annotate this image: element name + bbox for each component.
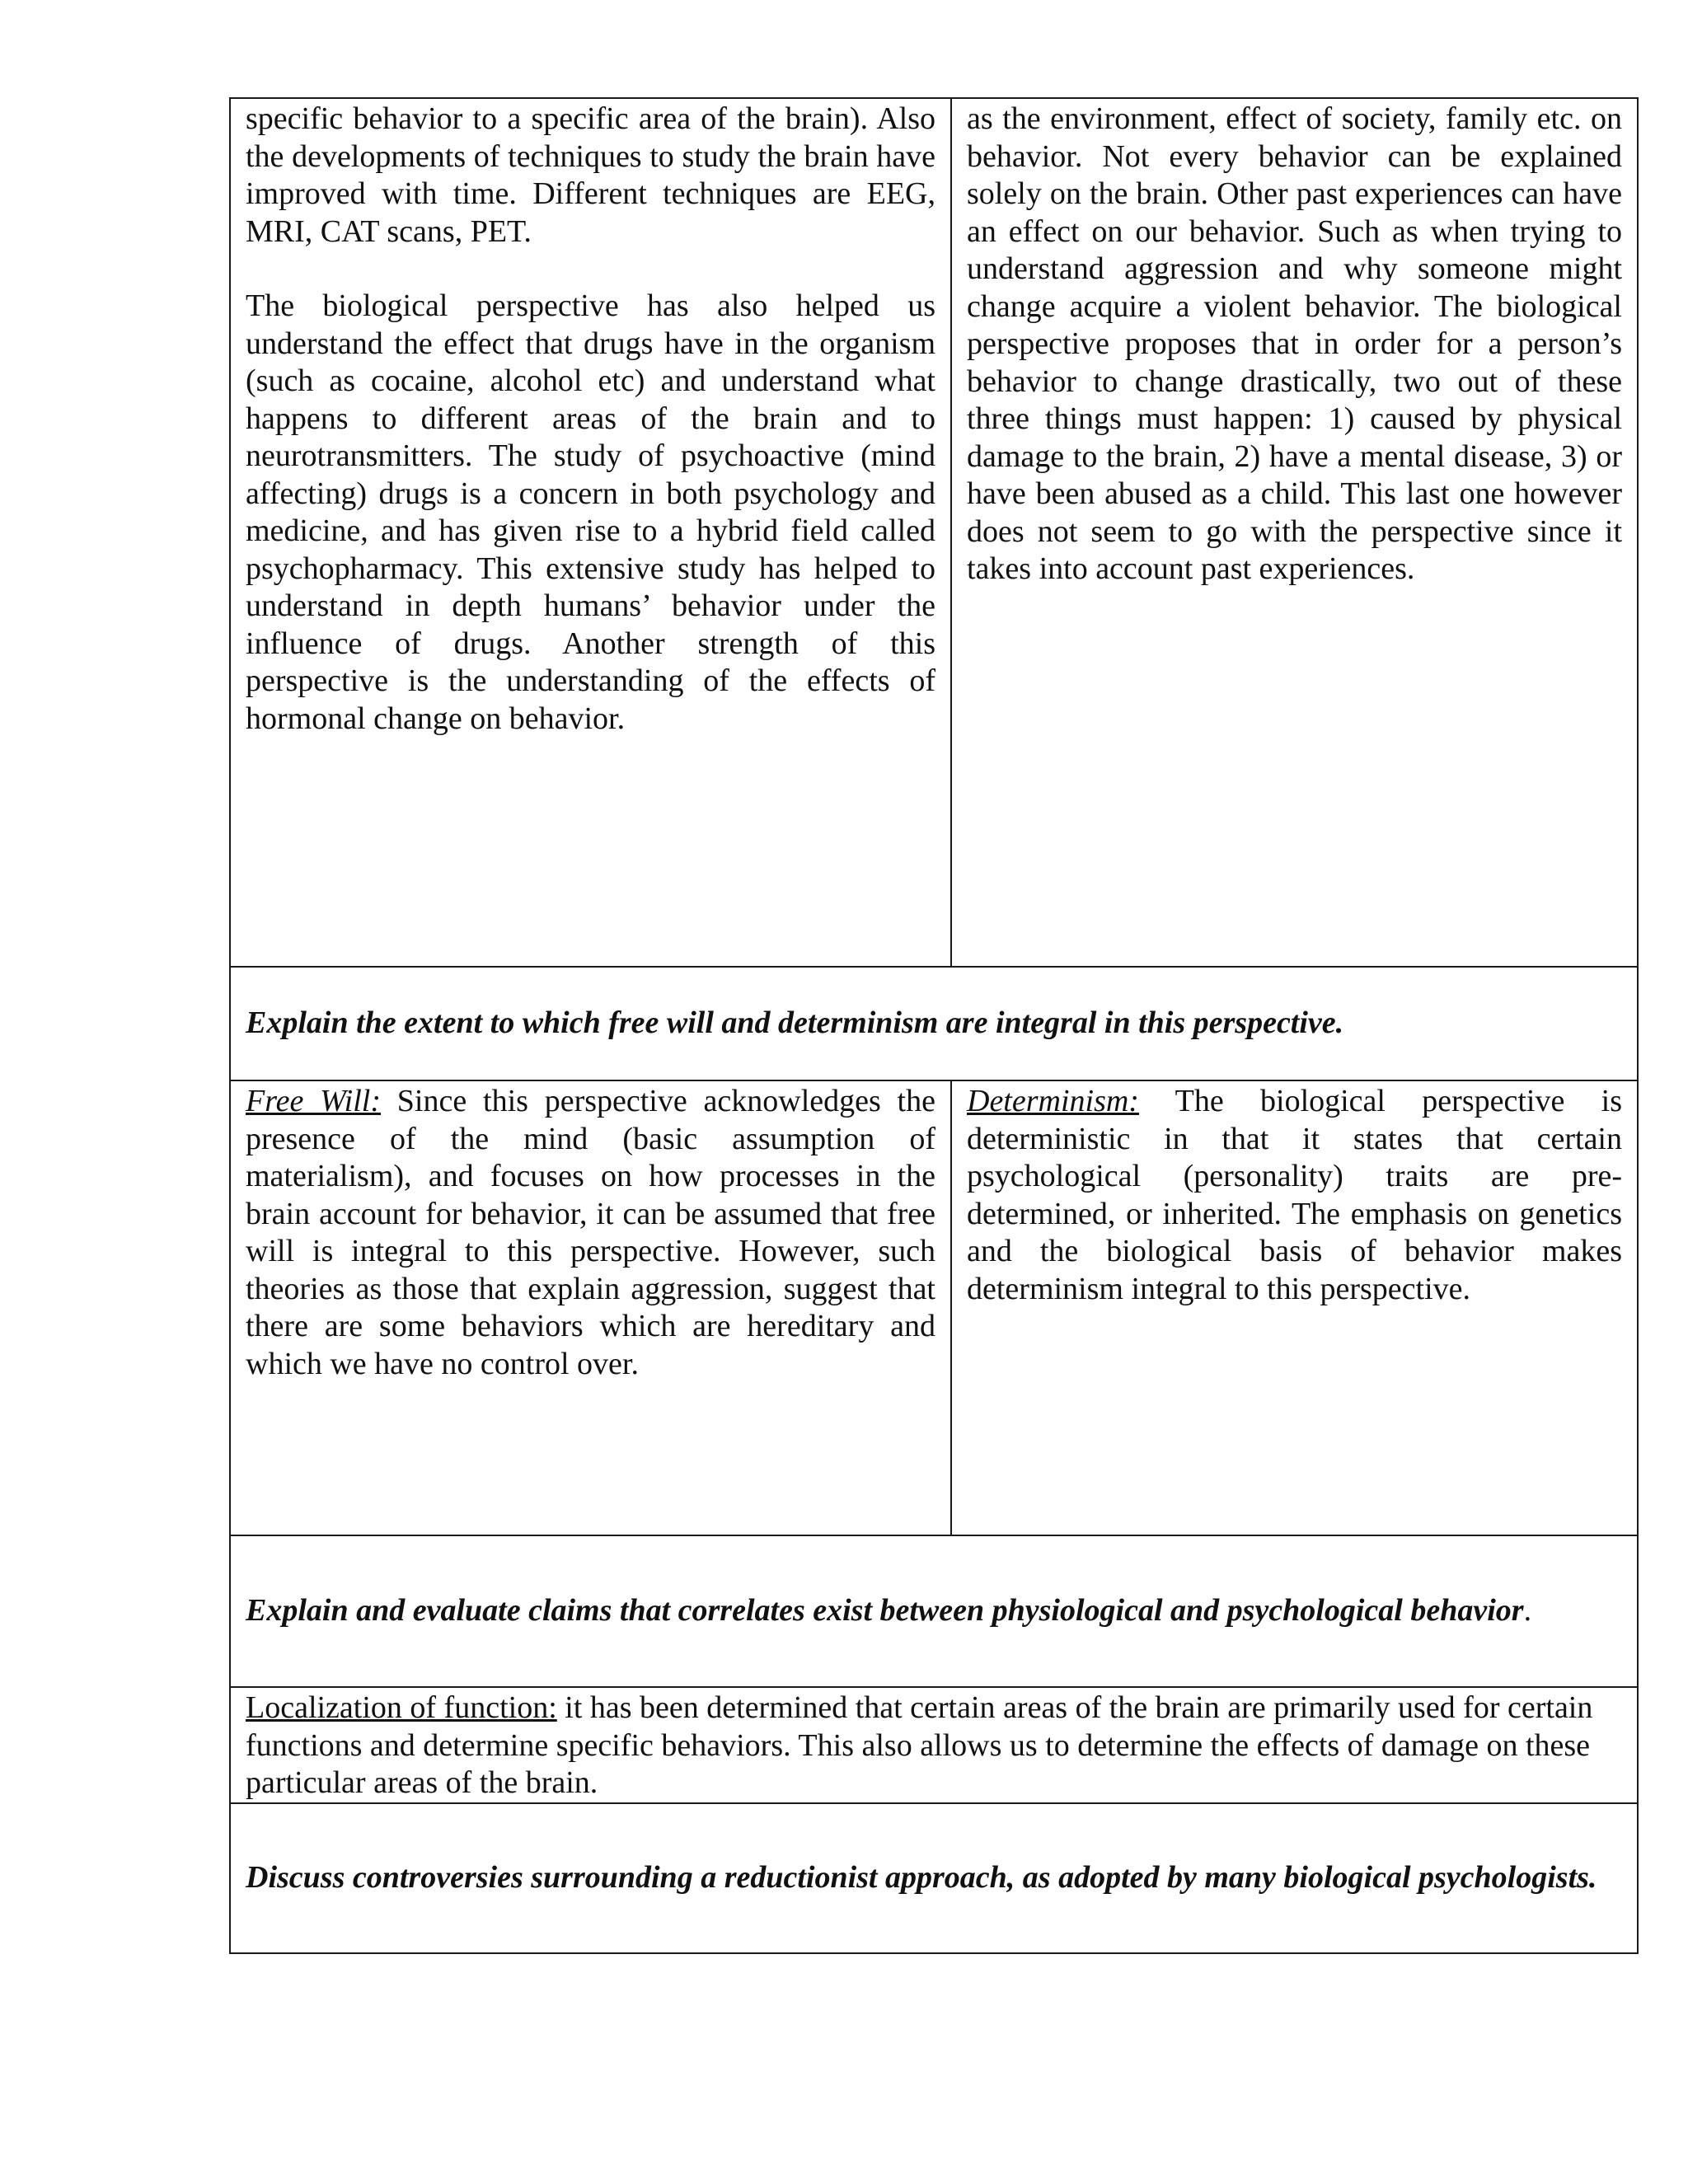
localization-row: [230, 1687, 1638, 1803]
localization-label: Localization of function:: [246, 1690, 557, 1725]
free-will-question-row: [230, 967, 1638, 1080]
reductionist-question-row: [230, 1803, 1638, 1953]
free-will-label: Free Will:: [246, 1084, 381, 1118]
free-will-paragraph: [246, 1083, 935, 1383]
localization-cell: [230, 1687, 1638, 1803]
reductionist-question: Discuss controversies surrounding a reductionist approach, as adopted by many biological psychologists.: [246, 1859, 1597, 1895]
limitations-right-cell: [951, 98, 1638, 967]
free-will-cell: [230, 1080, 951, 1535]
free-will-determinism-row: [230, 1080, 1638, 1535]
free-will-question-cell: [230, 967, 1638, 1080]
localization-text: it has been determined that certain areas of the brain are primarily used for certain functions and determine specific behaviors. This also allows us to determine the effects of damage on these particular areas of the brain.: [246, 1690, 1593, 1800]
determinism-text: The biological perspective is deterministic in that it states that certain psychological (personality) traits are pre-determined, or inherited. The emphasis on genetics and the biological basis of behavior makes determinism integral to this perspective.: [967, 1084, 1622, 1306]
document-page: [229, 97, 1622, 1954]
perspective-table: [229, 97, 1639, 1954]
determinism-label: Determinism:: [967, 1084, 1139, 1118]
determinism-cell: [951, 1080, 1638, 1535]
localization-paragraph: [246, 1690, 1620, 1802]
correlates-question: [246, 1592, 1622, 1630]
strengths-left-cell: [230, 98, 951, 967]
correlates-question-cell: [230, 1535, 1638, 1687]
free-will-text: Since this perspective acknowledges the presence of the mind (basic assumption of materialism), and focuses on how processes in the brain account for behavior, it can be assumed that free will is integral to this perspective. However, such theories as those that explain aggression, suggest that there are some behaviors which are hereditary and which we have no control over.: [246, 1084, 935, 1381]
correlates-question-period: .: [1523, 1593, 1532, 1629]
free-will-question: Explain the extent to which free will and determinism are integral in this perspective.: [246, 1005, 1344, 1041]
strengths-paragraph-1: specific behavior to a specific area of the brain). Also the developments of techniques to study the brain have improved with time. Different techniques are EEG, MRI, CAT scans, PET.: [246, 101, 935, 249]
reductionist-question-cell: [230, 1803, 1638, 1953]
strengths-paragraph-2: The biological perspective has also helped us understand the effect that drugs have in the organism (such as cocaine, alcohol etc) and understand what happens to different areas of the brain and to neurotransmitters. The study of psychoactive (mind affecting) drugs is a concern in both psychology and medicine, and has given rise to a hybrid field called psychopharmacy. This extensive study has helped to understand in depth humans’ behavior under the influence of drugs. Another strength of this perspective is the understanding of the effects of hormonal change on behavior.: [246, 288, 935, 736]
correlates-question-row: [230, 1535, 1638, 1687]
correlates-question-text: Explain and evaluate claims that correlates exist between physiological and psychological behavior: [246, 1593, 1524, 1629]
paragraph-gap: [246, 251, 935, 288]
determinism-paragraph: [967, 1083, 1622, 1308]
limitations-paragraph: as the environment, effect of society, family etc. on behavior. Not every behavior can be explained solely on the brain. Other past experiences can have an effect on our behavior. Such as when trying to understand aggression and why someone might change acquire a violent behavior. The biological perspective proposes that in order for a person’s behavior to change drastically, two out of these three things must happen: 1) caused by physical damage to the brain, 2) have a mental disease, 3) or have been abused as a child. This last one however does not seem to go with the perspective since it takes into account past experiences.: [967, 101, 1622, 586]
strengths-row: [230, 98, 1638, 967]
